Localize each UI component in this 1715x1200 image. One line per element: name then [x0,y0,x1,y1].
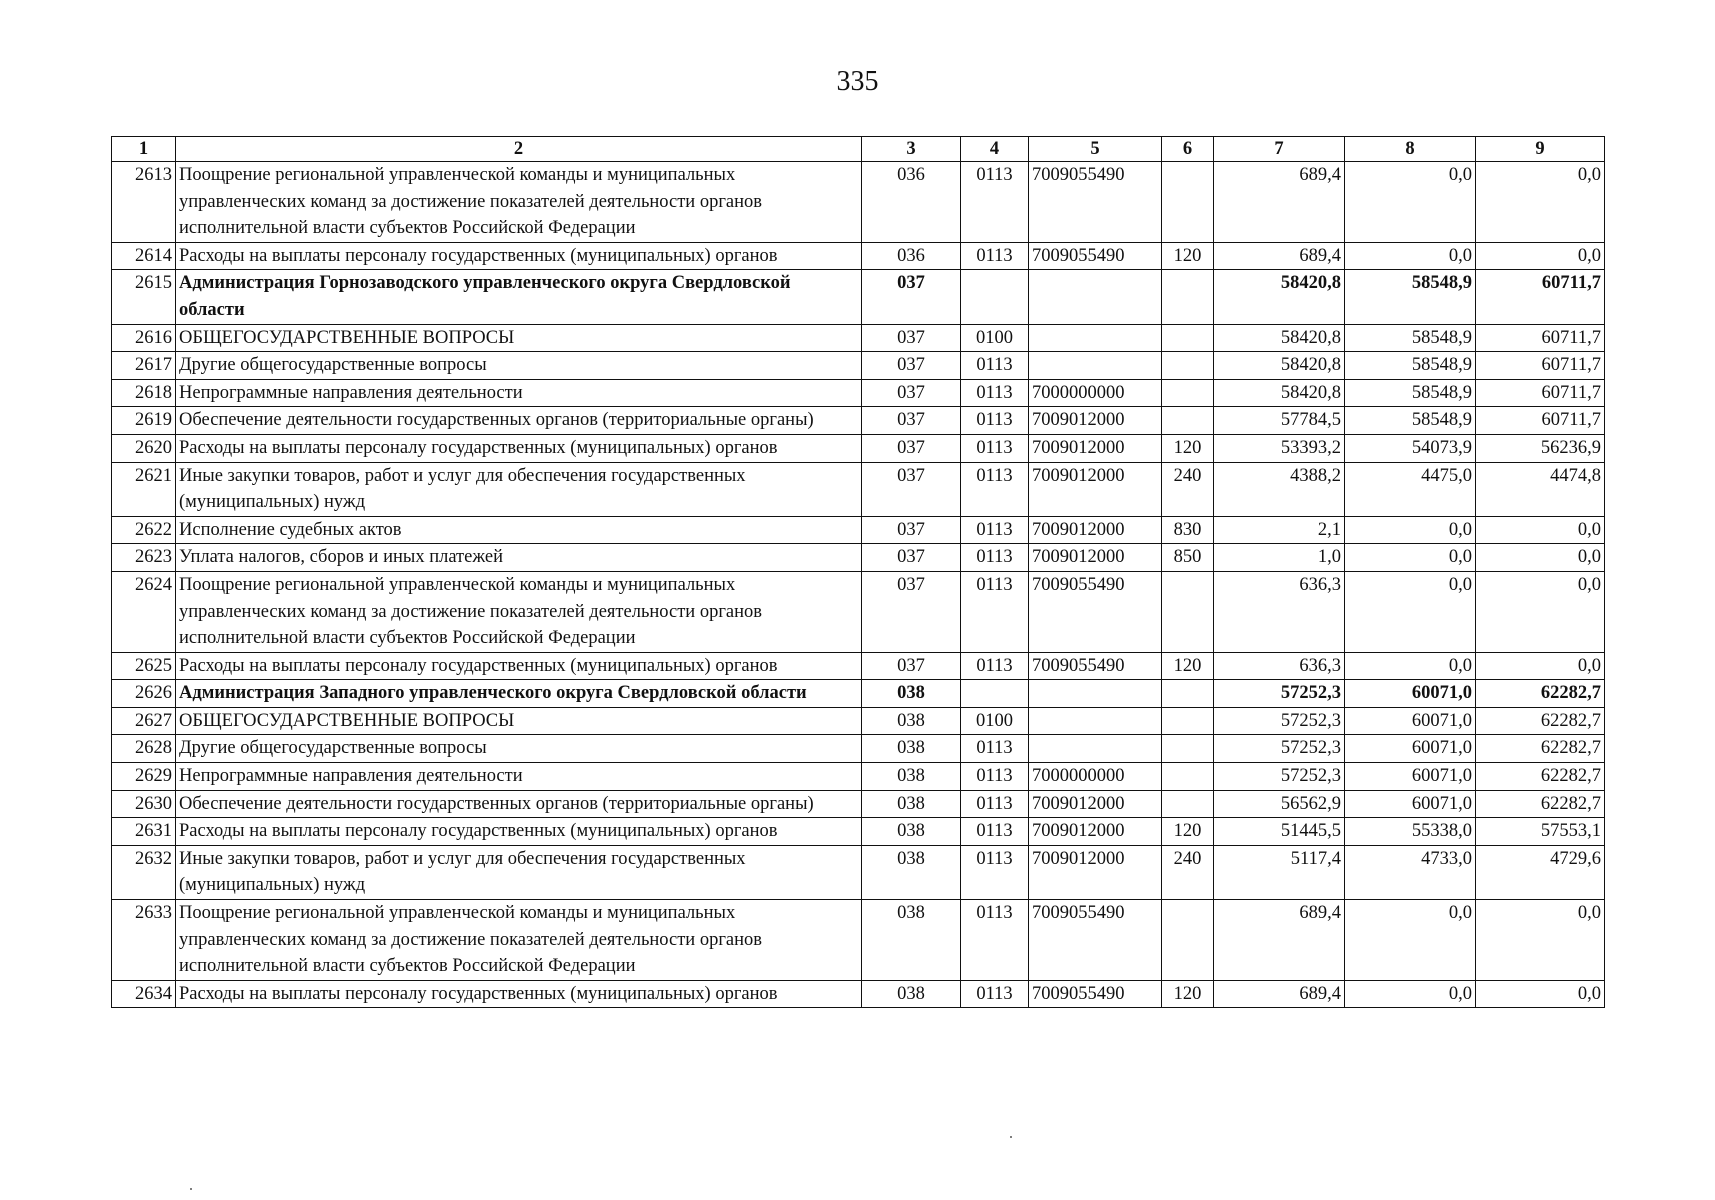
row-number-cell: 2633 [112,900,176,981]
column-header: 5 [1029,137,1162,162]
item-name-cell: Поощрение региональной управленческой команды и муниципальных управленческих команд за достижение показателей деятельности органов исполнительной власти субъектов Российской Федерации [176,900,862,981]
expense-type-cell [1162,352,1214,380]
ministry-code-cell: 036 [862,162,961,243]
row-number-cell: 2626 [112,680,176,708]
table-row [112,270,1605,324]
table-row [112,242,1605,270]
ministry-code-cell: 037 [862,544,961,572]
ministry-code-cell: 038 [862,707,961,735]
amount-col9-cell: 60711,7 [1476,407,1605,435]
table-row [112,707,1605,735]
ministry-code-cell: 037 [862,270,961,324]
amount-col9-cell: 0,0 [1476,516,1605,544]
row-number-cell: 2632 [112,845,176,899]
amount-col9-cell: 60711,7 [1476,379,1605,407]
amount-col9-cell: 60711,7 [1476,270,1605,324]
ministry-code-cell: 038 [862,900,961,981]
amount-col9-cell: 57553,1 [1476,818,1605,846]
target-article-cell [1029,707,1162,735]
ministry-code-cell: 038 [862,980,961,1008]
expense-type-cell [1162,735,1214,763]
row-number-cell: 2631 [112,818,176,846]
amount-col9-cell: 0,0 [1476,162,1605,243]
section-code-cell [961,680,1029,708]
amount-col8-cell: 58548,9 [1345,324,1476,352]
section-code-cell: 0113 [961,900,1029,981]
target-article-cell: 7009055490 [1029,162,1162,243]
amount-col7-cell: 57252,3 [1214,680,1345,708]
amount-col9-cell: 62282,7 [1476,763,1605,791]
expense-type-cell [1162,680,1214,708]
amount-col8-cell: 4733,0 [1345,845,1476,899]
table-row [112,516,1605,544]
target-article-cell [1029,680,1162,708]
ministry-code-cell: 038 [862,790,961,818]
target-article-cell: 7009012000 [1029,462,1162,516]
amount-col7-cell: 56562,9 [1214,790,1345,818]
target-article-cell: 7009055490 [1029,652,1162,680]
table-row [112,790,1605,818]
ministry-code-cell: 037 [862,379,961,407]
expense-type-cell [1162,900,1214,981]
item-name-cell: Непрограммные направления деятельности [176,379,862,407]
row-number-cell: 2623 [112,544,176,572]
amount-col9-cell: 60711,7 [1476,324,1605,352]
amount-col8-cell: 58548,9 [1345,352,1476,380]
table-row [112,434,1605,462]
section-code-cell: 0100 [961,707,1029,735]
ministry-code-cell: 037 [862,407,961,435]
row-number-cell: 2616 [112,324,176,352]
table-header-row [112,137,1605,162]
amount-col8-cell: 60071,0 [1345,735,1476,763]
section-code-cell: 0113 [961,462,1029,516]
item-name-cell: Обеспечение деятельности государственных органов (территориальные органы) [176,790,862,818]
target-article-cell: 7009055490 [1029,571,1162,652]
amount-col8-cell: 0,0 [1345,980,1476,1008]
expense-type-cell [1162,790,1214,818]
amount-col9-cell: 0,0 [1476,980,1605,1008]
amount-col8-cell: 58548,9 [1345,407,1476,435]
expense-type-cell [1162,270,1214,324]
section-code-cell: 0113 [961,407,1029,435]
amount-col7-cell: 636,3 [1214,652,1345,680]
amount-col7-cell: 58420,8 [1214,270,1345,324]
row-number-cell: 2621 [112,462,176,516]
scan-speck [1010,1136,1012,1138]
target-article-cell: 7009055490 [1029,980,1162,1008]
amount-col8-cell: 58548,9 [1345,379,1476,407]
amount-col8-cell: 0,0 [1345,571,1476,652]
ministry-code-cell: 036 [862,242,961,270]
target-article-cell: 7000000000 [1029,763,1162,791]
table-row [112,845,1605,899]
row-number-cell: 2615 [112,270,176,324]
column-header: 6 [1162,137,1214,162]
ministry-code-cell: 037 [862,352,961,380]
amount-col8-cell: 0,0 [1345,162,1476,243]
section-code-cell: 0113 [961,980,1029,1008]
target-article-cell: 7009012000 [1029,544,1162,572]
item-name-cell: ОБЩЕГОСУДАРСТВЕННЫЕ ВОПРОСЫ [176,707,862,735]
table-row [112,735,1605,763]
row-number-cell: 2619 [112,407,176,435]
budget-table [111,136,1605,1008]
table-row [112,763,1605,791]
column-header: 3 [862,137,961,162]
row-number-cell: 2627 [112,707,176,735]
amount-col8-cell: 60071,0 [1345,790,1476,818]
target-article-cell: 7009012000 [1029,407,1162,435]
ministry-code-cell: 038 [862,818,961,846]
scan-speck [190,1188,192,1190]
ministry-code-cell: 037 [862,652,961,680]
amount-col9-cell: 56236,9 [1476,434,1605,462]
row-number-cell: 2620 [112,434,176,462]
row-number-cell: 2634 [112,980,176,1008]
table-row [112,818,1605,846]
row-number-cell: 2618 [112,379,176,407]
amount-col8-cell: 0,0 [1345,652,1476,680]
section-code-cell: 0113 [961,652,1029,680]
section-code-cell: 0100 [961,324,1029,352]
ministry-code-cell: 037 [862,324,961,352]
section-code-cell: 0113 [961,544,1029,572]
amount-col7-cell: 57252,3 [1214,763,1345,791]
expense-type-cell [1162,379,1214,407]
ministry-code-cell: 037 [862,434,961,462]
table-body [112,162,1605,1008]
amount-col7-cell: 5117,4 [1214,845,1345,899]
expense-type-cell: 120 [1162,242,1214,270]
target-article-cell: 7009055490 [1029,242,1162,270]
expense-type-cell [1162,571,1214,652]
section-code-cell: 0113 [961,763,1029,791]
amount-col7-cell: 689,4 [1214,900,1345,981]
section-code-cell: 0113 [961,434,1029,462]
column-header: 8 [1345,137,1476,162]
table-row [112,407,1605,435]
section-code-cell: 0113 [961,790,1029,818]
amount-col7-cell: 689,4 [1214,162,1345,243]
ministry-code-cell: 037 [862,571,961,652]
item-name-cell: Другие общегосударственные вопросы [176,352,862,380]
amount-col9-cell: 60711,7 [1476,352,1605,380]
amount-col9-cell: 4729,6 [1476,845,1605,899]
item-name-cell: ОБЩЕГОСУДАРСТВЕННЫЕ ВОПРОСЫ [176,324,862,352]
target-article-cell: 7009012000 [1029,434,1162,462]
ministry-code-cell: 038 [862,680,961,708]
item-name-cell: Поощрение региональной управленческой команды и муниципальных управленческих команд за достижение показателей деятельности органов исполнительной власти субъектов Российской Федерации [176,162,862,243]
amount-col9-cell: 0,0 [1476,571,1605,652]
amount-col8-cell: 0,0 [1345,900,1476,981]
item-name-cell: Расходы на выплаты персоналу государственных (муниципальных) органов [176,652,862,680]
amount-col7-cell: 689,4 [1214,242,1345,270]
amount-col7-cell: 689,4 [1214,980,1345,1008]
expense-type-cell [1162,763,1214,791]
ministry-code-cell: 038 [862,735,961,763]
item-name-cell: Исполнение судебных актов [176,516,862,544]
amount-col9-cell: 62282,7 [1476,707,1605,735]
expense-type-cell: 850 [1162,544,1214,572]
amount-col8-cell: 60071,0 [1345,763,1476,791]
expense-type-cell: 120 [1162,434,1214,462]
amount-col9-cell: 0,0 [1476,900,1605,981]
amount-col8-cell: 54073,9 [1345,434,1476,462]
column-header: 9 [1476,137,1605,162]
table-row [112,162,1605,243]
row-number-cell: 2624 [112,571,176,652]
item-name-cell: Администрация Западного управленческого округа Свердловской области [176,680,862,708]
target-article-cell: 7009055490 [1029,900,1162,981]
table-row [112,652,1605,680]
target-article-cell [1029,735,1162,763]
section-code-cell: 0113 [961,379,1029,407]
section-code-cell: 0113 [961,571,1029,652]
amount-col9-cell: 0,0 [1476,544,1605,572]
ministry-code-cell: 038 [862,845,961,899]
amount-col9-cell: 0,0 [1476,652,1605,680]
expense-type-cell: 120 [1162,980,1214,1008]
table-row [112,571,1605,652]
ministry-code-cell: 037 [862,462,961,516]
amount-col9-cell: 62282,7 [1476,790,1605,818]
item-name-cell: Обеспечение деятельности государственных органов (территориальные органы) [176,407,862,435]
item-name-cell: Поощрение региональной управленческой команды и муниципальных управленческих команд за достижение показателей деятельности органов исполнительной власти субъектов Российской Федерации [176,571,862,652]
row-number-cell: 2613 [112,162,176,243]
column-header: 1 [112,137,176,162]
item-name-cell: Расходы на выплаты персоналу государственных (муниципальных) органов [176,980,862,1008]
item-name-cell: Другие общегосударственные вопросы [176,735,862,763]
table-row [112,900,1605,981]
section-code-cell [961,270,1029,324]
target-article-cell [1029,352,1162,380]
target-article-cell [1029,270,1162,324]
item-name-cell: Уплата налогов, сборов и иных платежей [176,544,862,572]
amount-col7-cell: 2,1 [1214,516,1345,544]
row-number-cell: 2629 [112,763,176,791]
amount-col9-cell: 0,0 [1476,242,1605,270]
item-name-cell: Расходы на выплаты персоналу государственных (муниципальных) органов [176,434,862,462]
amount-col9-cell: 4474,8 [1476,462,1605,516]
amount-col8-cell: 60071,0 [1345,680,1476,708]
amount-col7-cell: 53393,2 [1214,434,1345,462]
amount-col9-cell: 62282,7 [1476,735,1605,763]
expense-type-cell: 240 [1162,845,1214,899]
expense-type-cell [1162,162,1214,243]
expense-type-cell [1162,324,1214,352]
table-row [112,544,1605,572]
ministry-code-cell: 037 [862,516,961,544]
expense-type-cell: 120 [1162,652,1214,680]
column-header: 2 [176,137,862,162]
table-row [112,980,1605,1008]
row-number-cell: 2617 [112,352,176,380]
amount-col8-cell: 58548,9 [1345,270,1476,324]
section-code-cell: 0113 [961,242,1029,270]
target-article-cell: 7009012000 [1029,845,1162,899]
section-code-cell: 0113 [961,162,1029,243]
row-number-cell: 2625 [112,652,176,680]
expense-type-cell [1162,407,1214,435]
amount-col7-cell: 1,0 [1214,544,1345,572]
amount-col8-cell: 0,0 [1345,516,1476,544]
row-number-cell: 2630 [112,790,176,818]
target-article-cell: 7000000000 [1029,379,1162,407]
amount-col7-cell: 636,3 [1214,571,1345,652]
amount-col7-cell: 57252,3 [1214,707,1345,735]
amount-col7-cell: 58420,8 [1214,324,1345,352]
column-header: 4 [961,137,1029,162]
section-code-cell: 0113 [961,352,1029,380]
amount-col8-cell: 0,0 [1345,242,1476,270]
item-name-cell: Расходы на выплаты персоналу государственных (муниципальных) органов [176,242,862,270]
amount-col8-cell: 0,0 [1345,544,1476,572]
amount-col9-cell: 62282,7 [1476,680,1605,708]
section-code-cell: 0113 [961,818,1029,846]
table-row [112,379,1605,407]
amount-col7-cell: 51445,5 [1214,818,1345,846]
column-header: 7 [1214,137,1345,162]
target-article-cell: 7009012000 [1029,516,1162,544]
ministry-code-cell: 038 [862,763,961,791]
section-code-cell: 0113 [961,735,1029,763]
item-name-cell: Расходы на выплаты персоналу государственных (муниципальных) органов [176,818,862,846]
amount-col7-cell: 58420,8 [1214,379,1345,407]
table-row [112,680,1605,708]
expense-type-cell: 240 [1162,462,1214,516]
target-article-cell: 7009012000 [1029,790,1162,818]
table-row [112,324,1605,352]
expense-type-cell: 120 [1162,818,1214,846]
amount-col7-cell: 58420,8 [1214,352,1345,380]
section-code-cell: 0113 [961,516,1029,544]
row-number-cell: 2614 [112,242,176,270]
expense-type-cell: 830 [1162,516,1214,544]
target-article-cell: 7009012000 [1029,818,1162,846]
expense-type-cell [1162,707,1214,735]
table-row [112,352,1605,380]
amount-col7-cell: 4388,2 [1214,462,1345,516]
item-name-cell: Иные закупки товаров, работ и услуг для обеспечения государственных (муниципальных) нужд [176,462,862,516]
amount-col8-cell: 55338,0 [1345,818,1476,846]
amount-col7-cell: 57252,3 [1214,735,1345,763]
amount-col7-cell: 57784,5 [1214,407,1345,435]
amount-col8-cell: 4475,0 [1345,462,1476,516]
row-number-cell: 2628 [112,735,176,763]
page-number: 335 [836,66,879,97]
section-code-cell: 0113 [961,845,1029,899]
item-name-cell: Непрограммные направления деятельности [176,763,862,791]
item-name-cell: Иные закупки товаров, работ и услуг для обеспечения государственных (муниципальных) нужд [176,845,862,899]
item-name-cell: Администрация Горнозаводского управленческого округа Свердловской области [176,270,862,324]
amount-col8-cell: 60071,0 [1345,707,1476,735]
target-article-cell [1029,324,1162,352]
row-number-cell: 2622 [112,516,176,544]
table-row [112,462,1605,516]
